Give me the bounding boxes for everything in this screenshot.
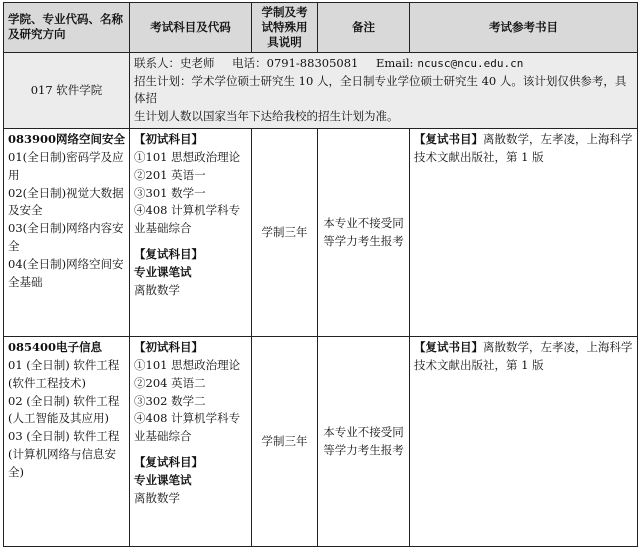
enrollment-plan-line1: 招生计划：学术学位硕士研究生 10 人，全日制专业学位硕士研究生 40 人。该计划仅供参考，具体招	[134, 73, 627, 106]
research-direction: 01(全日制)密码学及应用	[8, 149, 124, 182]
header-col-duration: 学制及考试特殊用具说明	[252, 3, 318, 53]
header-col-notes: 备注	[318, 3, 410, 53]
program-row	[4, 129, 638, 337]
retest-subject: 离散数学	[134, 490, 180, 505]
header-col-school: 学院、专业代码、名称及研究方向	[4, 3, 130, 53]
retest-type: 专业课笔试	[134, 264, 192, 279]
school-name: 017 软件学院	[4, 52, 130, 128]
research-direction: 02 (全日制) 软件工程(人工智能及其应用)	[8, 393, 120, 426]
initial-exam-header: 【初试科目】	[134, 340, 203, 355]
initial-exam-header: 【初试科目】	[134, 132, 203, 147]
initial-exam-subject: ②201 英语一	[134, 167, 206, 182]
header-row	[4, 3, 638, 53]
initial-exam-subject: ③302 数学二	[134, 393, 206, 408]
initial-exam-subject: ①101 思想政治理论	[134, 357, 241, 372]
contact-email: ncusc@ncu.edu.cn	[417, 56, 524, 70]
retest-type: 专业课笔试	[134, 472, 192, 487]
initial-exam-subject: ①101 思想政治理论	[134, 149, 241, 164]
initial-exam-subject: ③301 数学一	[134, 185, 206, 200]
books-header: 【复试书目】	[414, 132, 483, 147]
school-info	[130, 52, 638, 128]
note-cell: 本专业不接受同等学力考生报考	[318, 337, 410, 547]
books-cell	[410, 337, 638, 547]
initial-exam-subject: ④408 计算机学科专业基础综合	[134, 203, 241, 236]
contact-person: 联系人：史老师	[134, 55, 215, 70]
contact-phone: 电话：0791-88305081	[232, 55, 359, 70]
books-cell	[410, 129, 638, 337]
duration-cell: 学制三年	[252, 337, 318, 547]
major-title: 083900网络空间安全	[8, 132, 126, 147]
program-major-cell	[4, 129, 130, 337]
retest-header: 【复试科目】	[134, 246, 203, 261]
contact-email-label: Email:	[376, 55, 414, 70]
duration-cell: 学制三年	[252, 129, 318, 337]
program-major-cell	[4, 337, 130, 547]
initial-exam-subject: ④408 计算机学科专业基础综合	[134, 411, 241, 444]
books-text: 离散数学，左孝凌，上海科学技术文献出版社，第 1 版	[414, 132, 633, 164]
research-direction: 02(全日制)视觉大数据及安全	[8, 185, 124, 218]
retest-header: 【复试科目】	[134, 454, 203, 469]
enrollment-plan-line2: 生计划人数以国家当年下达给我校的招生计划为准。	[134, 109, 399, 124]
retest-subject: 离散数学	[134, 282, 180, 297]
books-header: 【复试书目】	[414, 340, 483, 355]
header-col-books: 考试参考书目	[410, 3, 638, 53]
major-title: 085400电子信息	[8, 340, 103, 355]
books-text: 离散数学，左孝凌，上海科学技术文献出版社，第 1 版	[414, 340, 633, 372]
research-direction: 03(全日制)网络内容安全	[8, 221, 124, 253]
research-direction: 03 (全日制) 软件工程(计算机网络与信息安全)	[8, 429, 120, 479]
exam-subjects-cell	[130, 337, 252, 547]
contact-line	[134, 55, 633, 73]
exam-subjects-cell	[130, 129, 252, 337]
research-direction: 01 (全日制) 软件工程(软件工程技术)	[8, 357, 120, 390]
note-cell: 本专业不接受同等学力考生报考	[318, 129, 410, 337]
school-row	[4, 52, 638, 128]
program-row	[4, 337, 638, 547]
header-col-subjects: 考试科目及代码	[130, 3, 252, 53]
initial-exam-subject: ②204 英语二	[134, 375, 206, 390]
admissions-table	[3, 2, 638, 547]
research-direction: 04(全日制)网络空间安全基础	[8, 256, 124, 289]
